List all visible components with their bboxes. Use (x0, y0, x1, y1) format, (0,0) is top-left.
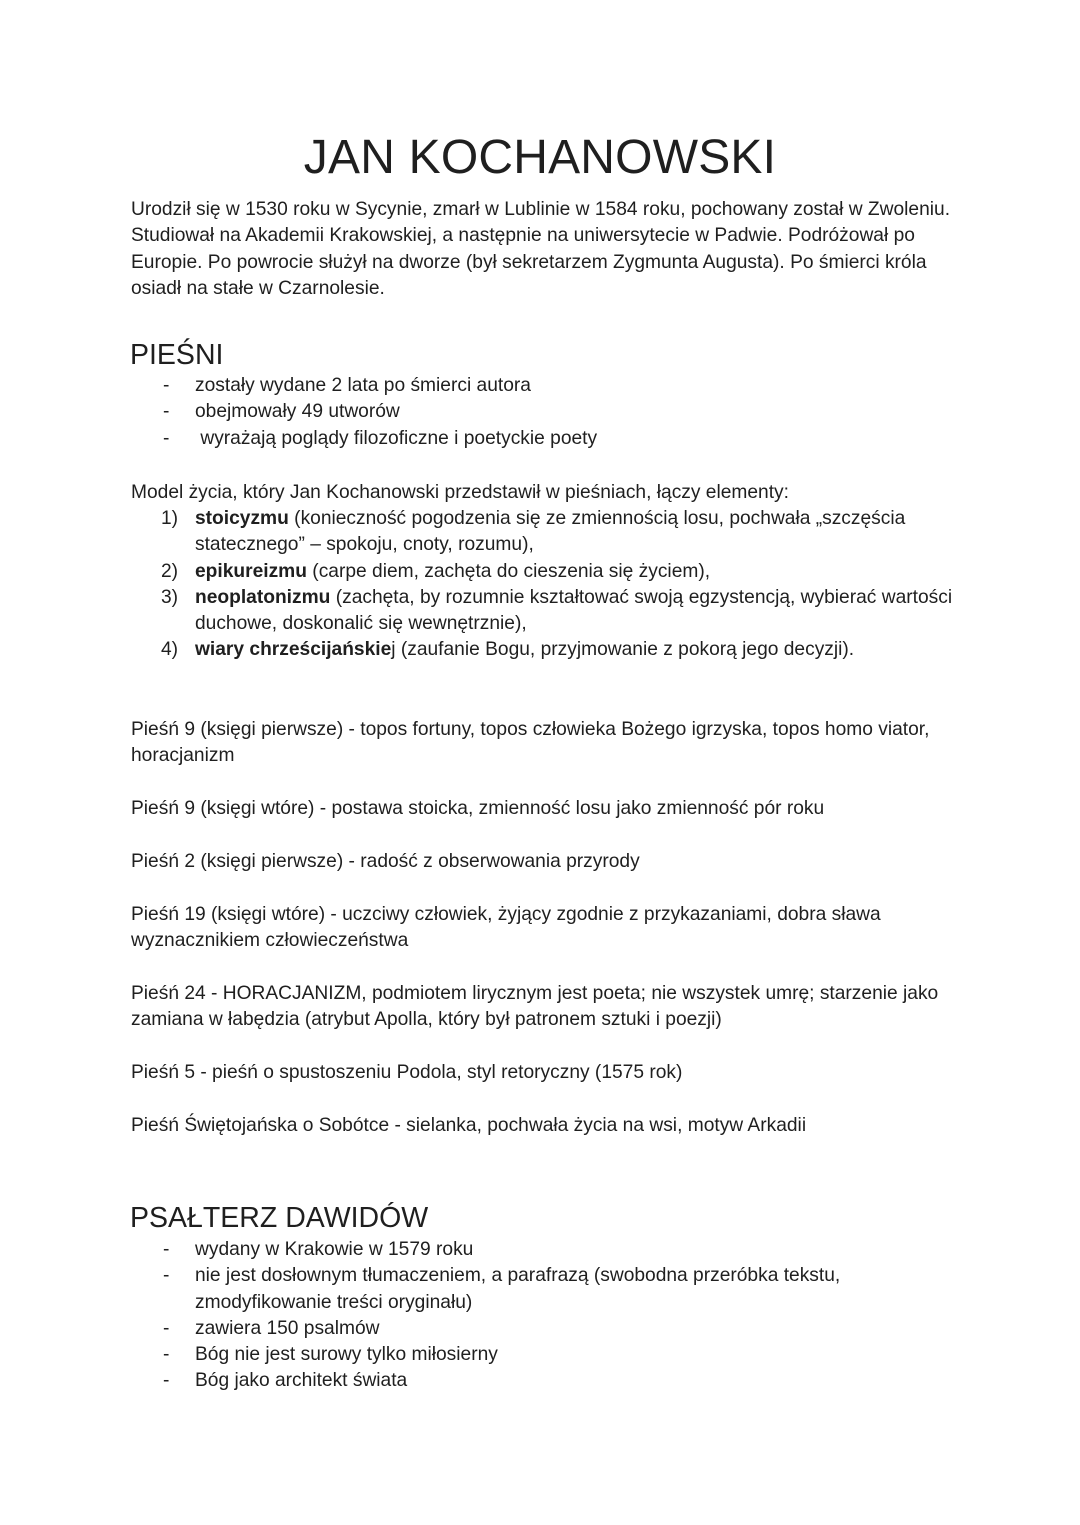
section-heading-piesni: PIEŚNI (130, 339, 224, 371)
list-item: 3) neoplatonizmu (zachęta, by rozumnie kształtować swoją egzystencją, wybierać wartości duchowe, doskonalić się wewnętrznie), (161, 586, 953, 635)
philosophy-elements-list (0, 506, 955, 664)
page-title: JAN KOCHANOWSKI (303, 131, 777, 184)
list-item: - wyrażają poglądy filozoficzne i poetyckie poety (0, 426, 895, 452)
song-note: Pieśń 9 (księgi wtóre) - postawa stoicka, zmienność losu jako zmienność pór roku (131, 798, 825, 819)
list-item: - Bóg nie jest surowy tylko miłosierny (0, 1342, 895, 1368)
list-item: - zawiera 150 psalmów (0, 1316, 895, 1342)
list-item: - nie jest dosłownym tłumaczeniem, a parafrazą (swobodna przeróbka tekstu, zmodyfikowanie treści oryginału) (163, 1265, 841, 1313)
biography-paragraph: Urodził się w 1530 roku w Sycynie, zmarł w Lublinie w 1584 roku, pochowany został w Zwoleniu. Studiował na Akademii Krakowskiej, a następnie na uniwersytecie w Padwie. Podróżował po Europie. Po powrocie służył na dworze (był sekretarzem Zygmunta Augusta). Po śmierci króla osiadł na stałe w Czarnolesie. (131, 199, 951, 299)
song-note: Pieśń Świętojańska o Sobótce - sielanka, pochwała życia na wsi, motyw Arkadii (131, 1115, 807, 1136)
bullet-dash: - (163, 427, 170, 449)
bullet-dash: - (163, 375, 170, 396)
list-item: 1) stoicyzmu (konieczność pogodzenia się ze zmiennością losu, pochwała „szczęścia statecznego” – spokoju, cnoty, rozumu), (161, 508, 906, 556)
song-note: Pieśń 5 - pieśń o spustoszeniu Podola, styl retoryczny (1575 rok) (131, 1062, 683, 1083)
piesni-bullet-list (0, 373, 895, 452)
model-intro: Model życia, który Jan Kochanowski przedstawił w pieśniach, łączy elementy: (131, 482, 789, 503)
section-heading-psalterz: PSAŁTERZ DAWIDÓW (130, 1202, 429, 1234)
list-item: 2) epikureizmu (carpe diem, zachęta do cieszenia się życiem), (161, 560, 711, 582)
bullet-dash: - (163, 1370, 170, 1392)
bullet-dash: - (163, 1265, 170, 1287)
bullet-dash: - (163, 1344, 170, 1366)
song-note: Pieśń 9 (księgi pierwsze) - topos fortuny, topos człowieka Bożego igrzyska, topos homo viator, horacjanizm (131, 719, 930, 767)
list-item: - wydany w Krakowie w 1579 roku (0, 1237, 895, 1263)
list-item: - obejmowały 49 utworów (0, 399, 895, 425)
song-note: Pieśń 24 - HORACJANIZM, podmiotem lirycznym jest poeta; nie wszystek umrę; starzenie jako zamiana w łabędzia (atrybut Apolla, który był patronem sztuki i poezji) (131, 983, 939, 1031)
bullet-dash: - (163, 1317, 170, 1339)
list-item: - zostały wydane 2 lata po śmierci autora (0, 373, 895, 399)
song-note: Pieśń 19 (księgi wtóre) - uczciwy człowiek, żyjący zgodnie z przykazaniami, dobra sława wyznacznikiem człowieczeństwa (131, 904, 881, 952)
list-item: 4) wiary chrześcijańskiej (zaufanie Bogu, przyjmowanie z pokorą jego decyzji). (161, 639, 855, 661)
bullet-dash: - (163, 1239, 170, 1260)
song-note: Pieśń 2 (księgi pierwsze) - radość z obserwowania przyrody (131, 851, 640, 872)
list-item: - Bóg jako architekt świata (0, 1368, 895, 1394)
psalterz-bullet-list (0, 1237, 895, 1395)
bullet-dash: - (163, 401, 170, 423)
